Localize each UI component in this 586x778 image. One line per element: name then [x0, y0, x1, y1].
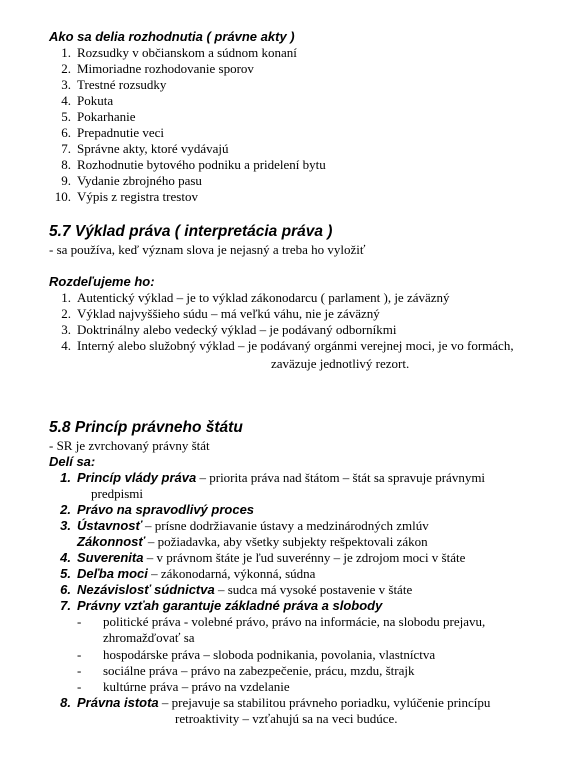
- principle-8: 8. Právna istota – prejavuje sa stabilitou právneho poriadku, vylúčenie princípu: [60, 695, 491, 710]
- principle-2: 2. Právo na spravodlivý proces: [60, 502, 255, 517]
- list-item: 8. Rozhodnutie bytového podniku a pridelení bytu: [61, 157, 326, 172]
- interpretation-item4-continuation: zaväzuje jednotlivý rezort.: [271, 356, 410, 371]
- rights-item-4: - kultúrne práva – právo na vzdelanie: [77, 679, 290, 694]
- list-item: 2. Výklad najvyššieho súdu – má veľkú váhu, nie je záväzný: [61, 306, 380, 321]
- principle-7: 7. Právny vzťah garantuje základné práva a slobody: [60, 598, 383, 613]
- rule-of-law-subheading: Delí sa:: [49, 454, 96, 469]
- principle-8-continuation: retroaktivity – vzťahujú sa na veci budúce.: [175, 711, 398, 726]
- list-item: 10. Výpis z registra trestov: [54, 189, 198, 204]
- rights-item-3: - sociálne práva – právo na zabezpečenie, prácu, mzdu, štrajk: [77, 663, 415, 678]
- list-item: 4. Pokuta: [61, 93, 114, 108]
- principle-5: 5. Deľba moci – zákonodarná, výkonná, súdna: [60, 566, 316, 581]
- list-item: 7. Správne akty, ktoré vydávajú: [61, 141, 229, 156]
- list-item: 5. Pokarhanie: [61, 109, 136, 124]
- list-item: 1. Autentický výklad – je to výklad zákonodarcu ( parlament ), je záväzný: [61, 290, 450, 305]
- interpretation-intro: - sa používa, keď význam slova je nejasný a treba ho vyložiť: [49, 242, 366, 257]
- interpretation-list: [49, 290, 514, 354]
- list-item: 9. Vydanie zbrojného pasu: [61, 173, 202, 188]
- list-item: 6. Prepadnutie veci: [61, 125, 164, 140]
- rights-item-1-continuation: zhromažďovať sa: [103, 630, 195, 645]
- rights-item-1: - politické práva - volebné právo, právo na informácie, na slobodu prejavu,: [77, 614, 486, 629]
- rule-of-law-intro: - SR je zvrchovaný právny štát: [49, 438, 210, 453]
- list-item: 3. Trestné rozsudky: [61, 77, 167, 92]
- list-item: 3. Doktrinálny alebo vedecký výklad – je podávaný odborníkmi: [61, 322, 397, 337]
- principle-1-continuation: predpismi: [91, 486, 143, 501]
- section-heading-interpretation: 5.7 Výklad práva ( interpretácia práva ): [49, 223, 333, 240]
- principle-6: 6. Nezávislosť súdnictva – sudca má vysoké postavenie v štáte: [60, 582, 413, 597]
- list-item: 2. Mimoriadne rozhodovanie sporov: [61, 61, 254, 76]
- principle-1: 1. Princíp vlády práva – priorita práva nad štátom – štát sa spravuje právnymi: [60, 470, 486, 485]
- principle-3b: Zákonnosť – požiadavka, aby všetky subjekty rešpektovali zákon: [77, 534, 428, 549]
- principle-3: 3. Ústavnosť – prísne dodržiavanie ústavy a medzinárodných zmlúv: [60, 518, 429, 533]
- section-heading-rule-of-law: 5.8 Princíp právneho štátu: [49, 419, 243, 436]
- decisions-list: [49, 45, 326, 205]
- principle-4: 4. Suverenita – v právnom štáte je ľud suverénny – je zdrojom moci v štáte: [60, 550, 466, 565]
- interpretation-subheading: Rozdeľujeme ho:: [49, 274, 155, 289]
- rights-item-2: - hospodárske práva – sloboda podnikania, povolania, vlastníctva: [77, 647, 436, 662]
- section-heading-decisions: Ako sa delia rozhodnutia ( právne akty ): [49, 29, 295, 44]
- list-item: 1. Rozsudky v občianskom a súdnom konaní: [61, 45, 297, 60]
- list-item: 4. Interný alebo služobný výklad – je podávaný orgánmi verejnej moci, je vo formách,: [61, 338, 514, 353]
